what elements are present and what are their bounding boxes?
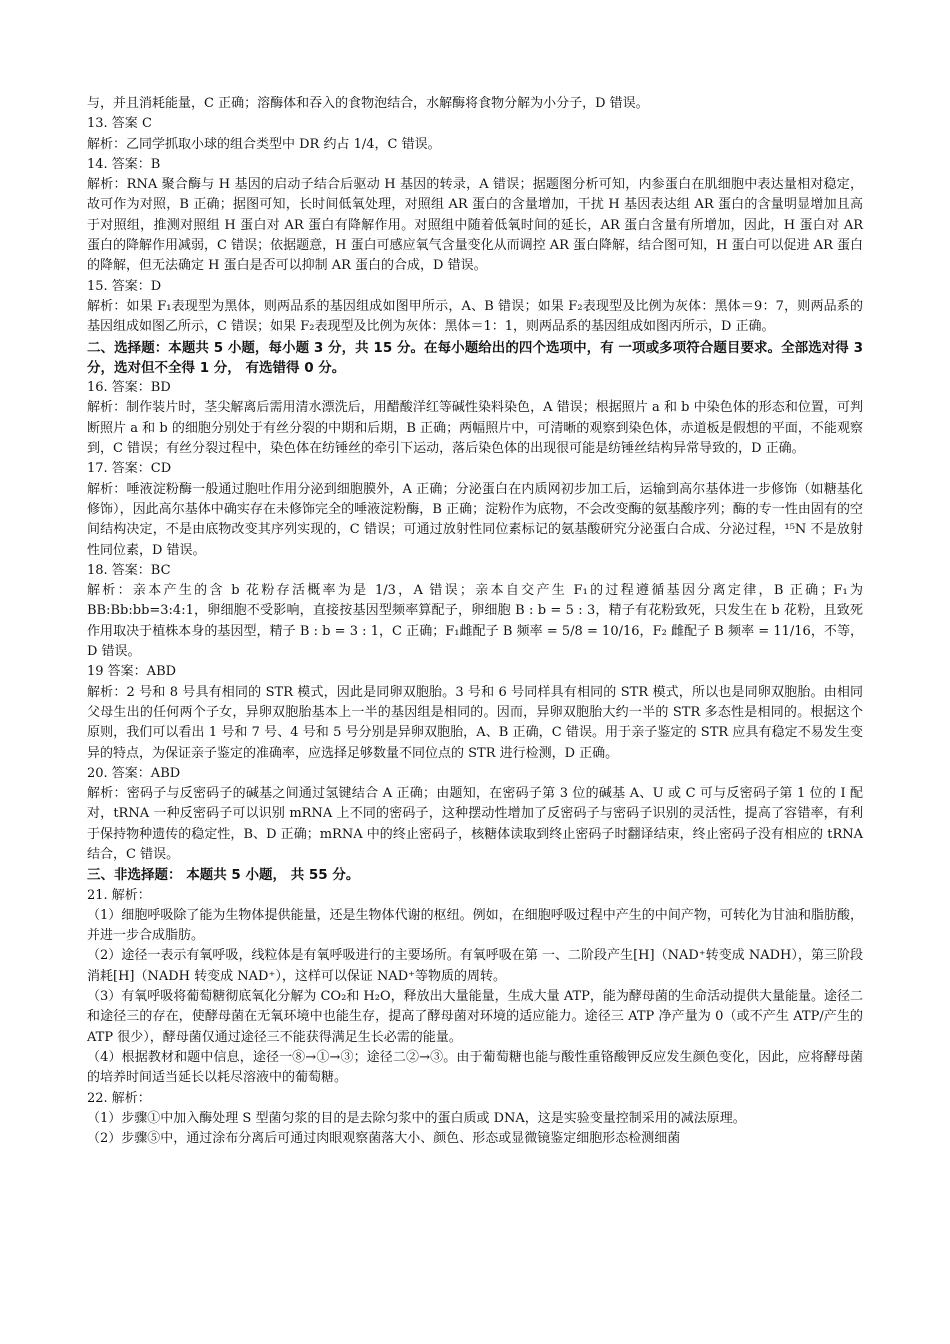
text-line: （1）步骤①中加入酶处理 S 型菌匀浆的目的是去除匀浆中的蛋白质或 DNA，这是实验变量控制采用的减法原理。 <box>87 1110 746 1126</box>
answer-line: 19 答案：ABD <box>87 664 177 680</box>
text-line: （1）细胞呼吸除了能为生物体提供能量，还是生物体代谢的枢纽。例如，在细胞呼吸过程中产生的中间产物，可转化为甘油和脂肪酸，并进一步合成脂肪。 <box>87 907 863 944</box>
answer-line: 21. 解析： <box>87 887 151 903</box>
text-line: 解析：2 号和 8 号具有相同的 STR 模式，因此是同卵双胞胎。3 号和 6 号同样具有相同的 STR 模式，所以也是同卵双胞胎。由相同父母生出的任何两个子女，异卵双胞胎基本上一半的基因组是相同的。因而，异卵双胞胎大约一半的 STR 多态性是相同的。根据这个原则，我们可以看出 1 号和 7 号、4 号和 5 号分别是异卵双胞胎，A、B 正确，C 错误。用于亲子鉴定的 STR 应具有稳定不易发生变异的特点，为保证亲子鉴定的准确率，应选择足够数量不同位点的 STR 进行检测，D 正确。 <box>87 684 863 761</box>
answer-line: 22. 解析： <box>87 1090 151 1106</box>
section-heading: 三、非选择题： 本题共 5 小题， 共 55 分。 <box>87 867 360 884</box>
text-line: 解析：制作装片时，茎尖解离后需用清水漂洗后，用醋酸洋红等碱性染料染色，A 错误；根据照片 a 和 b 中染色体的形态和位置，可判断照片 a 和 b 的细胞分别处于有丝分裂的中期和后期，B 正确；两幅照片中，可清晰的观察到染色体，赤道板是假想的平面，不能观察到，C 错误；有丝分裂过程中，染色体在纺锤丝的牵引下运动，落后染色体的出现很可能是纺锤丝结构异常导致的，D 正确。 <box>87 400 863 457</box>
section-heading: 二、选择题：本题共 5 小题，每小题 3 分，共 15 分。在每小题给出的四个选项中，有 一项或多项符合题目要求。全部选对得 3 分，选对但不全得 1 分， 有选错得 0 分。 <box>87 339 863 376</box>
text-line: 解析：乙同学抓取小球的组合类型中 DR 约占 1/4，C 错误。 <box>87 136 441 152</box>
answer-line: 18. 答案：BC <box>87 562 171 578</box>
text-line: （2）途径一表示有氧呼吸，线粒体是有氧呼吸进行的主要场所。有氧呼吸在第 一、二阶段产生[H]（NAD⁺转变成 NADH），第三阶段消耗[H]（NADH 转变成 NAD⁺），这样可以保证 NAD⁺等物质的周转。 <box>87 948 863 984</box>
text-line: 与，并且消耗能量，C 正确；溶酶体和吞入的食物泡结合，水解酶将食物分解为小分子，D 错误。 <box>87 96 649 111</box>
answer-line: 20. 答案：ABD <box>87 765 181 781</box>
text-line: 解析：密码子与反密码子的碱基之间通过氢键结合 A 正确；由题知，在密码子第 3 位的碱基 A、U 或 C 可与反密码子第 1 位的 I 配对，tRNA 一种反密码子可以识别 mRNA 上不同的密码子，这种摆动性增加了反密码子与密码子识别的灵活性，提高了容错率，有利于保持物种遗传的稳定性，B、D 正确；mRNA 中的终止密码子，核糖体读取到终止密码子时翻译结束，终止密码子没有相应的 tRNA 结合，C 错误。 <box>87 786 863 862</box>
text-line: （4）根据教材和题中信息，途径一⑧→①→③；途径二②→③。由于葡萄糖也能与酸性重铬酸钾反应发生颜色变化，因此，应将酵母菌的培养时间适当延长以耗尽溶液中的葡萄糖。 <box>87 1049 863 1086</box>
answer-line: 14. 答案：B <box>87 156 161 172</box>
answer-line: 15. 答案：D <box>87 278 162 294</box>
text-line: 解析：唾液淀粉酶一般通过胞吐作用分泌到细胞膜外，A 正确；分泌蛋白在内质网初步加工后，运输到高尔基体进一步修饰（如糖基化修饰），因此高尔基体中确实存在未修饰完全的唾液淀粉酶，B 正确；淀粉作为底物，不会改变酶的氨基酸序列；酶的专一性由固有的空间结构决定，不是由底物改变其序列实现的，C 错误；可通过放射性同位素标记的氨基酸研究分泌蛋白合成、分泌过程，¹⁵N 不是放射性同位素，D 错误。 <box>87 481 863 558</box>
answer-line: 13. 答案 C <box>87 116 152 132</box>
answer-line: 17. 答案：CD <box>87 461 172 477</box>
answer-page <box>87 94 863 1149</box>
text-line: （3）有氧呼吸将葡萄糖彻底氧化分解为 CO₂和 H₂O，释放出大量能量，生成大量 ATP，能为酵母菌的生命活动提供大量能量。途径二和途径三的存在，使酵母菌在无氧环境中也能生存，提高了酵母菌对环境的适应能力。途径三 ATP 净产量为 0（或不产生 ATP/产生的 ATP 很少），酵母菌仅通过途径三不能获得满足生长必需的能量。 <box>87 989 863 1045</box>
text-line: 解析：如果 F₁表现型为黑体，则两品系的基因组成如图甲所示，A、B 错误；如果 F₂表现型及比例为灰体：黑体＝9：7，则两品系的基因组成如图乙所示，C 错误；如果 F₂表现型及比例为灰体：黑体＝1：1，则两品系的基因组成如图丙所示，D 正确。 <box>87 298 863 335</box>
answer-line: 16. 答案：BD <box>87 380 171 396</box>
text-line: （2）步骤⑤中，通过涂布分离后可通过肉眼观察菌落大小、颜色、形态或显微镜鉴定细胞形态检测细菌 <box>87 1131 681 1147</box>
text-line: 解析：亲本产生的含 b 花粉存活概率为是 1/3，A 错误；亲本自交产生 F₁的过程遵循基因分离定律，B 正确；F₁为 BB:Bb:bb=3:4:1，卵细胞不受影响，直接按基因型频率算配子，卵细胞 B : b = 5 : 3，精子有花粉致死，只发生在 b 花粉，且致死作用取决于植株本身的基因型，精子 B : b = 3 : 1，C 正确；F₁雌配子 B 频率 = 5/8 = 10/16，F₂ 雌配子 B 频率 = 11/16，不等，D 错误。 <box>87 583 863 660</box>
text-line: 解析：RNA 聚合酶与 H 基因的启动子结合后驱动 H 基因的转录，A 错误；据题图分析可知，内参蛋白在肌细胞中表达量相对稳定，故可作为对照，B 正确；据图可知，长时间低氧处理，对照组 AR 蛋白的含量增加，干扰 H 基因表达组 AR 蛋白的含量明显增加且高于对照组，推测对照组 H 蛋白对 AR 蛋白有降解作用。对照组中随着低氧时间的延长，AR 蛋白含量有所增加，因此，H 蛋白对 AR 蛋白的降解作用减弱，C 错误；依据题意，H 蛋白可感应氧气含量变化从而调控 AR 蛋白降解，结合图可知，H 蛋白可以促进 AR 蛋白的降解，但无法确定 H 蛋白是否可以抑制 AR 蛋白的合成，D 错误。 <box>87 177 863 274</box>
